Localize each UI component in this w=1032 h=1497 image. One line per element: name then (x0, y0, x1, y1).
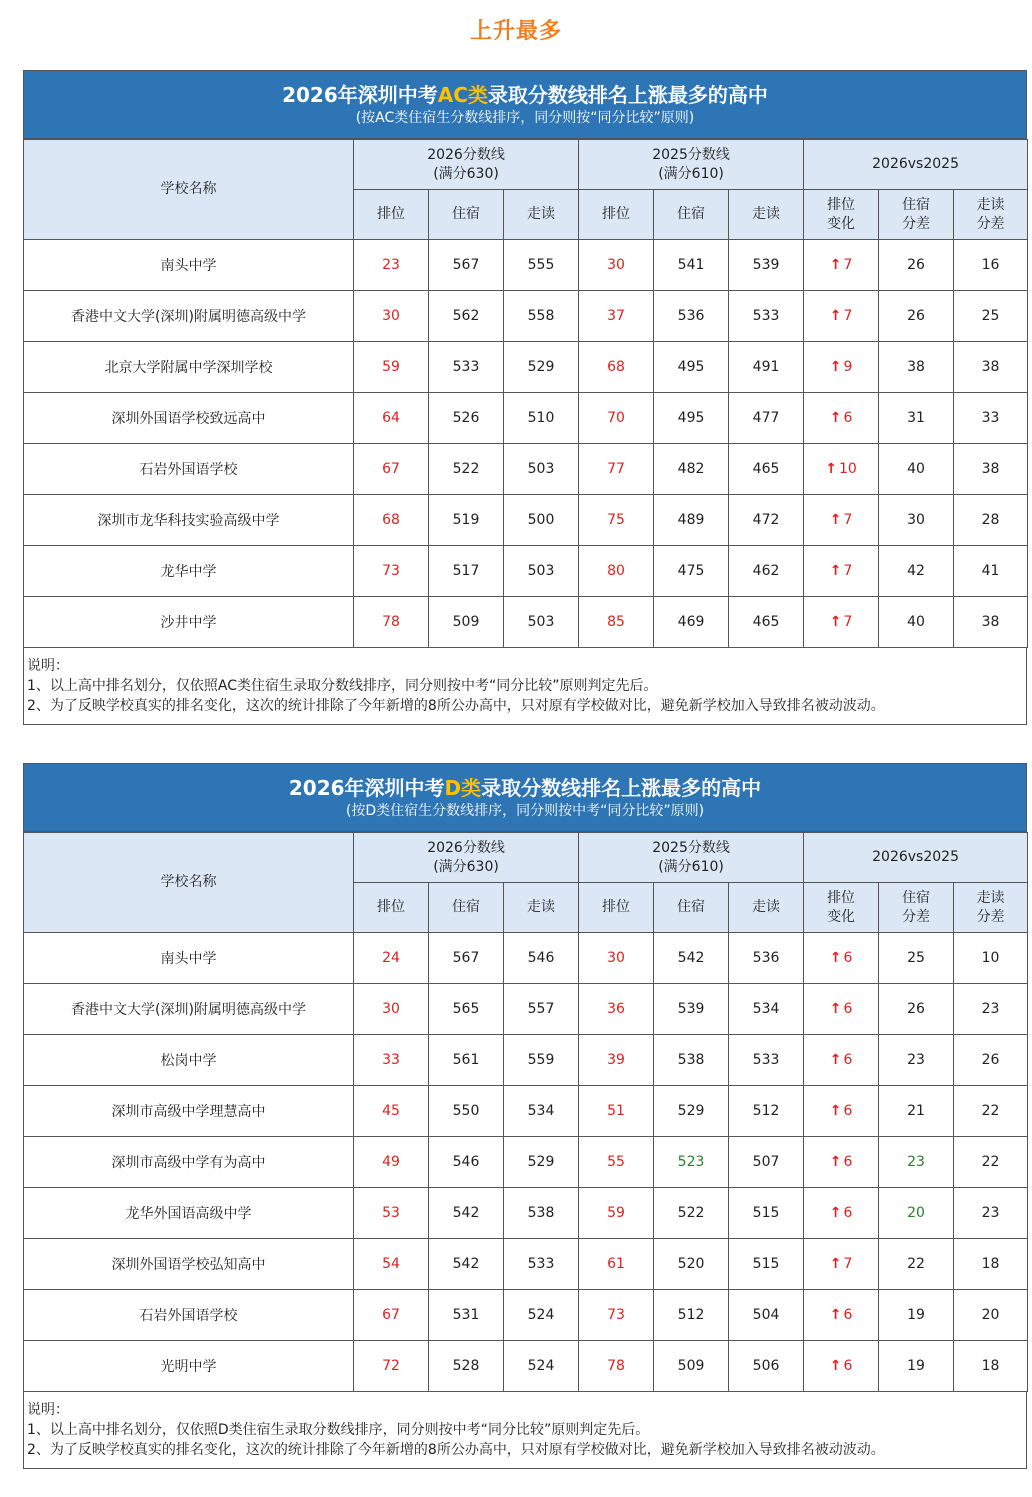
arrow-up-icon: ↑ (829, 1001, 842, 1017)
cell-rank-2026: 78 (354, 597, 429, 648)
header-2026-label: 2026分数线 (427, 839, 505, 856)
cell-board-diff: 40 (879, 597, 954, 648)
header-rank-change (804, 190, 879, 240)
header-day-diff (954, 883, 1028, 933)
header-2025-max: (满分610) (658, 858, 724, 875)
cell-day-diff: 38 (954, 444, 1028, 495)
cell-rank-2026: 33 (354, 1035, 429, 1086)
header-2026-day: 走读 (504, 883, 579, 933)
cell-day-diff: 38 (954, 342, 1028, 393)
table-header (24, 833, 1028, 933)
rank-change-value: 10 (839, 461, 857, 477)
table-block-d (23, 763, 1027, 1469)
cell-rank-2026: 59 (354, 342, 429, 393)
cell-rank-2025: 36 (579, 984, 654, 1035)
header-compare-group: 2026vs2025 (804, 833, 1028, 883)
header-2026-rank: 排位 (354, 883, 429, 933)
note-line: 2、为了反映学校真实的排名变化，这次的统计排除了今年新增的8所公办高中，只对原有学校做对比，避免新学校加入导致排名被动波动。 (27, 698, 885, 714)
cell-board-diff: 25 (879, 933, 954, 984)
header-board-diff-line2: 分差 (902, 215, 931, 232)
cell-day-2026: 557 (504, 984, 579, 1035)
cell-rank-change (804, 546, 879, 597)
cell-board-2025: 512 (654, 1290, 729, 1341)
cell-school: 石岩外国语学校 (24, 444, 354, 495)
cell-school: 深圳市高级中学有为高中 (24, 1137, 354, 1188)
header-2026-group (354, 833, 579, 883)
rank-change-value: 7 (843, 1256, 853, 1272)
rank-change-value: 9 (843, 359, 853, 375)
cell-board-2026: 542 (429, 1188, 504, 1239)
cell-board-2025: 522 (654, 1188, 729, 1239)
cell-rank-change (804, 933, 879, 984)
table-row (24, 933, 1028, 984)
arrow-up-icon: ↑ (829, 257, 842, 273)
cell-rank-change (804, 597, 879, 648)
cell-board-diff: 21 (879, 1086, 954, 1137)
cell-day-2026: 529 (504, 1137, 579, 1188)
cell-rank-2025: 39 (579, 1035, 654, 1086)
cell-rank-2025: 78 (579, 1341, 654, 1392)
header-2025-day: 走读 (729, 883, 804, 933)
table-title-bar (23, 70, 1027, 139)
cell-school: 香港中文大学(深圳)附属明德高级中学 (24, 984, 354, 1035)
cell-day-2025: 534 (729, 984, 804, 1035)
cell-day-2025: 504 (729, 1290, 804, 1341)
cell-school: 龙华外国语高级中学 (24, 1188, 354, 1239)
cell-board-2025: 495 (654, 393, 729, 444)
header-2026-rank: 排位 (354, 190, 429, 240)
table-row (24, 1290, 1028, 1341)
header-2025-day: 走读 (729, 190, 804, 240)
cell-school: 石岩外国语学校 (24, 1290, 354, 1341)
title-suffix: 录取分数线排名上涨最多的高中 (487, 83, 768, 107)
cell-rank-change (804, 1137, 879, 1188)
cell-day-2025: 507 (729, 1137, 804, 1188)
cell-day-2025: 515 (729, 1188, 804, 1239)
cell-rank-change (804, 240, 879, 291)
header-2026-max: (满分630) (433, 858, 499, 875)
cell-day-2025: 465 (729, 597, 804, 648)
cell-board-diff: 38 (879, 342, 954, 393)
cell-day-diff: 22 (954, 1137, 1028, 1188)
table-row (24, 1188, 1028, 1239)
cell-board-diff: 19 (879, 1290, 954, 1341)
cell-school: 深圳市龙华科技实验高级中学 (24, 495, 354, 546)
cell-board-2026: 550 (429, 1086, 504, 1137)
cell-day-diff: 23 (954, 984, 1028, 1035)
rank-change-value: 6 (843, 1358, 853, 1374)
header-board-diff (879, 190, 954, 240)
cell-rank-change (804, 1035, 879, 1086)
note-line: 说明： (27, 658, 69, 674)
arrow-up-icon: ↑ (829, 1205, 842, 1221)
header-2025-group (579, 833, 804, 883)
header-board-diff-line2: 分差 (902, 908, 931, 925)
header-2025-rank: 排位 (579, 883, 654, 933)
title-category: D类 (444, 776, 482, 800)
cell-rank-2026: 67 (354, 444, 429, 495)
cell-board-2026: 522 (429, 444, 504, 495)
table-body (24, 240, 1028, 648)
cell-school: 深圳外国语学校弘知高中 (24, 1239, 354, 1290)
rank-change-value: 7 (843, 614, 853, 630)
cell-rank-2025: 30 (579, 933, 654, 984)
header-rank-change (804, 883, 879, 933)
cell-board-diff: 40 (879, 444, 954, 495)
cell-board-2025: 542 (654, 933, 729, 984)
cell-board-2025: 541 (654, 240, 729, 291)
cell-board-2026: 528 (429, 1341, 504, 1392)
cell-day-2026: 524 (504, 1341, 579, 1392)
header-2025-label: 2025分数线 (652, 839, 730, 856)
cell-day-2025: 539 (729, 240, 804, 291)
rank-change-value: 7 (843, 257, 853, 273)
table-row (24, 1341, 1028, 1392)
cell-day-2025: 477 (729, 393, 804, 444)
rank-change-value: 6 (843, 1001, 853, 1017)
cell-board-diff: 26 (879, 984, 954, 1035)
title-suffix: 录取分数线排名上涨最多的高中 (481, 776, 762, 800)
cell-school: 光明中学 (24, 1341, 354, 1392)
rank-change-value: 7 (843, 308, 853, 324)
header-school: 学校名称 (24, 140, 354, 240)
cell-day-2025: 491 (729, 342, 804, 393)
note-line: 2、为了反映学校真实的排名变化，这次的统计排除了今年新增的8所公办高中，只对原有学校做对比，避免新学校加入导致排名被动波动。 (27, 1442, 885, 1458)
table-row (24, 444, 1028, 495)
cell-board-2025: 539 (654, 984, 729, 1035)
cell-rank-2026: 30 (354, 291, 429, 342)
cell-rank-change (804, 393, 879, 444)
arrow-up-icon: ↑ (829, 512, 842, 528)
table-title (24, 775, 1026, 801)
table-row (24, 984, 1028, 1035)
cell-school: 龙华中学 (24, 546, 354, 597)
header-day-diff-line1: 走读 (976, 889, 1005, 906)
cell-day-2026: 546 (504, 933, 579, 984)
header-day-diff-line2: 分差 (976, 908, 1005, 925)
cell-rank-change (804, 984, 879, 1035)
cell-rank-2025: 70 (579, 393, 654, 444)
rank-change-value: 7 (843, 563, 853, 579)
cell-day-diff: 22 (954, 1086, 1028, 1137)
cell-rank-2025: 59 (579, 1188, 654, 1239)
arrow-up-icon: ↑ (829, 1307, 842, 1323)
table-row (24, 342, 1028, 393)
cell-board-2025: 475 (654, 546, 729, 597)
cell-day-2025: 533 (729, 1035, 804, 1086)
cell-day-diff: 41 (954, 546, 1028, 597)
cell-board-2025: 489 (654, 495, 729, 546)
cell-board-2026: 565 (429, 984, 504, 1035)
header-2026-group (354, 140, 579, 190)
cell-day-2026: 524 (504, 1290, 579, 1341)
cell-day-2025: 506 (729, 1341, 804, 1392)
cell-board-diff: 20 (879, 1188, 954, 1239)
header-row-group (24, 140, 1028, 190)
arrow-up-icon: ↑ (829, 950, 842, 966)
note-line: 1、以上高中排名划分，仅依照AC类住宿生录取分数线排序，同分则按中考“同分比较”原则判定先后。 (27, 678, 658, 694)
table-notes (23, 648, 1027, 725)
arrow-up-icon: ↑ (829, 410, 842, 426)
arrow-up-icon: ↑ (829, 1103, 842, 1119)
cell-day-2025: 515 (729, 1239, 804, 1290)
note-line: 说明： (27, 1402, 69, 1418)
rank-change-value: 6 (843, 1205, 853, 1221)
header-rank-change-line1: 排位 (827, 196, 856, 213)
cell-day-2026: 534 (504, 1086, 579, 1137)
cell-day-2026: 503 (504, 546, 579, 597)
arrow-up-icon: ↑ (829, 614, 842, 630)
cell-day-diff: 38 (954, 597, 1028, 648)
cell-board-2026: 562 (429, 291, 504, 342)
table-row (24, 546, 1028, 597)
arrow-up-icon: ↑ (829, 1154, 842, 1170)
header-rank-change-line2: 变化 (827, 908, 856, 925)
cell-day-2026: 503 (504, 597, 579, 648)
title-category: AC类 (437, 83, 488, 107)
table-title-bar (23, 763, 1027, 832)
cell-school: 北京大学附属中学深圳学校 (24, 342, 354, 393)
cell-board-diff: 22 (879, 1239, 954, 1290)
cell-day-diff: 26 (954, 1035, 1028, 1086)
cell-rank-change (804, 342, 879, 393)
cell-day-diff: 33 (954, 393, 1028, 444)
cell-day-diff: 25 (954, 291, 1028, 342)
cell-day-diff: 16 (954, 240, 1028, 291)
cell-day-diff: 28 (954, 495, 1028, 546)
cell-day-2025: 472 (729, 495, 804, 546)
cell-rank-2026: 72 (354, 1341, 429, 1392)
table-body (24, 933, 1028, 1392)
table-block-ac (23, 70, 1027, 725)
cell-rank-2025: 51 (579, 1086, 654, 1137)
cell-rank-2025: 68 (579, 342, 654, 393)
cell-day-2026: 538 (504, 1188, 579, 1239)
cell-board-diff: 23 (879, 1035, 954, 1086)
cell-rank-2025: 30 (579, 240, 654, 291)
cell-board-diff: 26 (879, 291, 954, 342)
cell-board-2025: 523 (654, 1137, 729, 1188)
header-day-diff (954, 190, 1028, 240)
table-row (24, 495, 1028, 546)
cell-rank-change (804, 1290, 879, 1341)
cell-day-2026: 510 (504, 393, 579, 444)
arrow-up-icon: ↑ (829, 1358, 842, 1374)
title-prefix: 2026年深圳中考 (288, 776, 445, 800)
table-row (24, 240, 1028, 291)
cell-rank-2026: 67 (354, 1290, 429, 1341)
cell-day-2025: 465 (729, 444, 804, 495)
header-2026-day: 走读 (504, 190, 579, 240)
cell-board-2025: 495 (654, 342, 729, 393)
header-2026-board: 住宿 (429, 883, 504, 933)
cell-day-2025: 512 (729, 1086, 804, 1137)
cell-board-2025: 469 (654, 597, 729, 648)
cell-rank-change (804, 1341, 879, 1392)
table-subtitle: (按D类住宿生分数线排序，同分则按中考“同分比较”原则) (345, 803, 705, 819)
cell-rank-2025: 80 (579, 546, 654, 597)
cell-board-2026: 546 (429, 1137, 504, 1188)
rank-change-value: 7 (843, 512, 853, 528)
cell-rank-2025: 37 (579, 291, 654, 342)
arrow-up-icon: ↑ (829, 308, 842, 324)
header-2025-max: (满分610) (658, 165, 724, 182)
header-board-diff-line1: 住宿 (902, 889, 931, 906)
cell-board-diff: 42 (879, 546, 954, 597)
cell-rank-2025: 77 (579, 444, 654, 495)
cell-board-2026: 542 (429, 1239, 504, 1290)
rank-change-value: 6 (843, 410, 853, 426)
header-2026-max: (满分630) (433, 165, 499, 182)
cell-board-2025: 520 (654, 1239, 729, 1290)
cell-rank-change (804, 1188, 879, 1239)
header-2025-board: 住宿 (654, 190, 729, 240)
cell-rank-2026: 45 (354, 1086, 429, 1137)
header-board-diff-line1: 住宿 (902, 196, 931, 213)
header-2026-label: 2026分数线 (427, 146, 505, 163)
cell-rank-change (804, 444, 879, 495)
cell-board-diff: 23 (879, 1137, 954, 1188)
cell-school: 松岗中学 (24, 1035, 354, 1086)
header-day-diff-line1: 走读 (976, 196, 1005, 213)
cell-rank-change (804, 1086, 879, 1137)
cell-day-diff: 10 (954, 933, 1028, 984)
cell-day-2026: 533 (504, 1239, 579, 1290)
cell-day-2025: 462 (729, 546, 804, 597)
cell-rank-2026: 68 (354, 495, 429, 546)
cell-rank-change (804, 1239, 879, 1290)
cell-rank-change (804, 291, 879, 342)
cell-day-2026: 529 (504, 342, 579, 393)
cell-board-2026: 567 (429, 240, 504, 291)
cell-board-2026: 531 (429, 1290, 504, 1341)
cell-day-2025: 533 (729, 291, 804, 342)
cell-rank-2026: 23 (354, 240, 429, 291)
cell-rank-2026: 24 (354, 933, 429, 984)
cell-rank-2025: 55 (579, 1137, 654, 1188)
cell-board-2026: 517 (429, 546, 504, 597)
table-subtitle: (按AC类住宿生分数线排序，同分则按“同分比较”原则) (355, 110, 695, 126)
cell-day-2025: 536 (729, 933, 804, 984)
cell-day-2026: 555 (504, 240, 579, 291)
title-prefix: 2026年深圳中考 (282, 83, 438, 107)
cell-board-2026: 526 (429, 393, 504, 444)
cell-day-2026: 559 (504, 1035, 579, 1086)
table-row (24, 597, 1028, 648)
table-notes (23, 1392, 1027, 1469)
cell-board-2026: 519 (429, 495, 504, 546)
arrow-up-icon: ↑ (829, 1256, 842, 1272)
cell-school: 南头中学 (24, 240, 354, 291)
table-row (24, 291, 1028, 342)
cell-board-2025: 529 (654, 1086, 729, 1137)
cell-board-diff: 19 (879, 1341, 954, 1392)
table-title (24, 82, 1026, 108)
arrow-up-icon: ↑ (829, 359, 842, 375)
cell-rank-2026: 64 (354, 393, 429, 444)
cell-rank-2025: 73 (579, 1290, 654, 1341)
rank-change-value: 6 (843, 1103, 853, 1119)
cell-day-diff: 18 (954, 1239, 1028, 1290)
cell-school: 沙井中学 (24, 597, 354, 648)
arrow-up-icon: ↑ (829, 1052, 842, 1068)
score-table (23, 139, 1028, 648)
cell-day-2026: 503 (504, 444, 579, 495)
rank-change-value: 6 (843, 1154, 853, 1170)
cell-school: 香港中文大学(深圳)附属明德高级中学 (24, 291, 354, 342)
rank-change-value: 6 (843, 950, 853, 966)
cell-board-2026: 561 (429, 1035, 504, 1086)
cell-day-2026: 500 (504, 495, 579, 546)
cell-school: 深圳市高级中学理慧高中 (24, 1086, 354, 1137)
cell-day-2026: 558 (504, 291, 579, 342)
cell-school: 南头中学 (24, 933, 354, 984)
score-table (23, 832, 1028, 1392)
rank-change-value: 6 (843, 1052, 853, 1068)
header-2025-label: 2025分数线 (652, 146, 730, 163)
table-row (24, 1086, 1028, 1137)
cell-board-2026: 509 (429, 597, 504, 648)
cell-board-2025: 538 (654, 1035, 729, 1086)
header-row-group (24, 833, 1028, 883)
header-rank-change-line1: 排位 (827, 889, 856, 906)
header-compare-group: 2026vs2025 (804, 140, 1028, 190)
cell-rank-2026: 30 (354, 984, 429, 1035)
rank-change-value: 6 (843, 1307, 853, 1323)
table-row (24, 1239, 1028, 1290)
cell-board-diff: 31 (879, 393, 954, 444)
cell-day-diff: 18 (954, 1341, 1028, 1392)
arrow-up-icon: ↑ (829, 563, 842, 579)
header-2026-board: 住宿 (429, 190, 504, 240)
cell-board-2025: 509 (654, 1341, 729, 1392)
cell-rank-2025: 75 (579, 495, 654, 546)
cell-board-2026: 567 (429, 933, 504, 984)
cell-day-diff: 23 (954, 1188, 1028, 1239)
table-header (24, 140, 1028, 240)
cell-board-2026: 533 (429, 342, 504, 393)
header-board-diff (879, 883, 954, 933)
table-row (24, 1035, 1028, 1086)
header-school: 学校名称 (24, 833, 354, 933)
cell-board-diff: 30 (879, 495, 954, 546)
note-line: 1、以上高中排名划分，仅依照D类住宿生录取分数线排序，同分则按中考“同分比较”原则判定先后。 (27, 1422, 650, 1438)
header-day-diff-line2: 分差 (976, 215, 1005, 232)
cell-board-2025: 536 (654, 291, 729, 342)
header-rank-change-line2: 变化 (827, 215, 856, 232)
cell-rank-2026: 49 (354, 1137, 429, 1188)
cell-board-diff: 26 (879, 240, 954, 291)
cell-school: 深圳外国语学校致远高中 (24, 393, 354, 444)
table-row (24, 393, 1028, 444)
cell-rank-2025: 85 (579, 597, 654, 648)
cell-rank-2026: 73 (354, 546, 429, 597)
arrow-up-icon: ↑ (825, 461, 838, 477)
page-heading: 上升最多 (469, 19, 562, 44)
table-row (24, 1137, 1028, 1188)
header-2025-board: 住宿 (654, 883, 729, 933)
cell-rank-change (804, 495, 879, 546)
cell-day-diff: 20 (954, 1290, 1028, 1341)
header-2025-rank: 排位 (579, 190, 654, 240)
cell-rank-2026: 53 (354, 1188, 429, 1239)
cell-rank-2025: 61 (579, 1239, 654, 1290)
cell-rank-2026: 54 (354, 1239, 429, 1290)
header-2025-group (579, 140, 804, 190)
cell-board-2025: 482 (654, 444, 729, 495)
